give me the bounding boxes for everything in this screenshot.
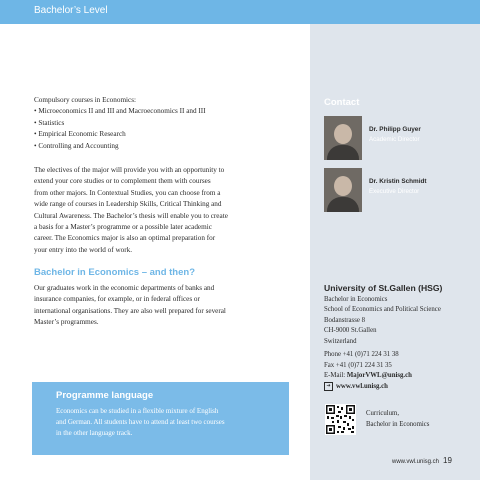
programme-language-box xyxy=(32,382,289,455)
university-address xyxy=(324,283,474,348)
footer-url[interactable]: www.vwl.unisg.ch xyxy=(392,459,440,465)
person-photo xyxy=(324,168,362,212)
university-name: University of St.Gallen (HSG) xyxy=(324,283,443,293)
text-line: career. The Economics major is also an optimal preparation for xyxy=(34,234,216,243)
website-line xyxy=(324,382,474,393)
person-role: Executive Director xyxy=(369,188,420,195)
phone-number: Phone +41 (0)71 224 31 38 xyxy=(324,351,399,358)
page-number: 19 xyxy=(443,456,452,465)
page-footer xyxy=(392,456,452,465)
qr-code-graphic xyxy=(325,404,356,435)
text-line: and German. All students have to attend at least two courses xyxy=(56,418,225,427)
email-label: E-Mail: xyxy=(324,372,346,380)
text-line: The electives of the major will provide you with an opportunity to xyxy=(34,166,225,175)
section-title: Bachelor’s Level xyxy=(34,5,108,16)
person-role: Academic Director xyxy=(369,136,420,143)
text-line: Our graduates work in the economic departments of banks and xyxy=(34,283,215,292)
qr-caption xyxy=(366,409,429,431)
courses-intro: Compulsory courses in Economics: xyxy=(34,96,137,104)
text-line: your entry into the world of work. xyxy=(34,245,133,254)
qr-caption-line: Curriculum, xyxy=(366,410,400,417)
text-line: extend your core studies or to complement them with courses xyxy=(34,177,211,186)
electives-paragraph xyxy=(34,165,284,256)
address-line: Switzerland xyxy=(324,337,357,345)
qr-code[interactable] xyxy=(325,404,356,435)
text-line: Master’s programmes. xyxy=(34,317,99,326)
courses-list xyxy=(34,106,284,152)
address-line: Bodanstrasse 8 xyxy=(324,316,365,324)
list-item: • Microeconomics II and III and Macroeconomics II and III xyxy=(34,106,284,117)
address-line: Bachelor in Economics xyxy=(324,295,388,303)
text-line: a basis for a Master’s programme or a possible later academic xyxy=(34,223,212,232)
contact-details xyxy=(324,350,474,392)
contact-heading: Contact xyxy=(324,97,360,108)
list-item: • Statistics xyxy=(34,118,284,129)
person-name: Dr. Kristin Schmidt xyxy=(369,178,427,185)
person-photo xyxy=(324,116,362,160)
fax-number: Fax +41 (0)71 224 31 35 xyxy=(324,361,392,369)
text-line: in the other language track. xyxy=(56,429,133,438)
text-line: insurance companies, for example, or in federal offices or xyxy=(34,295,200,304)
email-line xyxy=(324,371,474,382)
list-item: • Controlling and Accounting xyxy=(34,141,284,152)
arrow-icon: ➜ xyxy=(324,382,333,391)
email-link[interactable]: MajorVWL@unisg.ch xyxy=(346,372,412,380)
address-line: CH-9000 St.Gallen xyxy=(324,327,377,335)
qr-caption-line: Bachelor in Economics xyxy=(366,420,430,428)
list-item: • Empirical Economic Research xyxy=(34,129,284,140)
text-line: from other majors. In Contextual Studies, you can choose from a xyxy=(34,188,221,197)
header-bar xyxy=(0,0,480,24)
language-heading: Programme language xyxy=(56,390,154,401)
person-name: Dr. Philipp Guyer xyxy=(369,126,421,133)
website-link[interactable]: www.vwl.unisg.ch xyxy=(336,382,388,390)
main-text-column xyxy=(34,95,284,328)
text-line: Cultural Awareness. The Bachelor’s thesis will enable you to create xyxy=(34,211,228,220)
text-line: international organisations. They are also well prepared for several xyxy=(34,306,226,315)
address-line: School of Economics and Political Science xyxy=(324,306,441,314)
then-paragraph xyxy=(34,283,284,329)
text-line: wide range of courses in Leadership Skills, Critical Thinking and xyxy=(34,200,222,209)
language-text xyxy=(56,406,282,440)
text-line: Economics can be studied in a flexible mixture of English xyxy=(56,407,219,415)
then-heading: Bachelor in Economics – and then? xyxy=(34,267,196,279)
